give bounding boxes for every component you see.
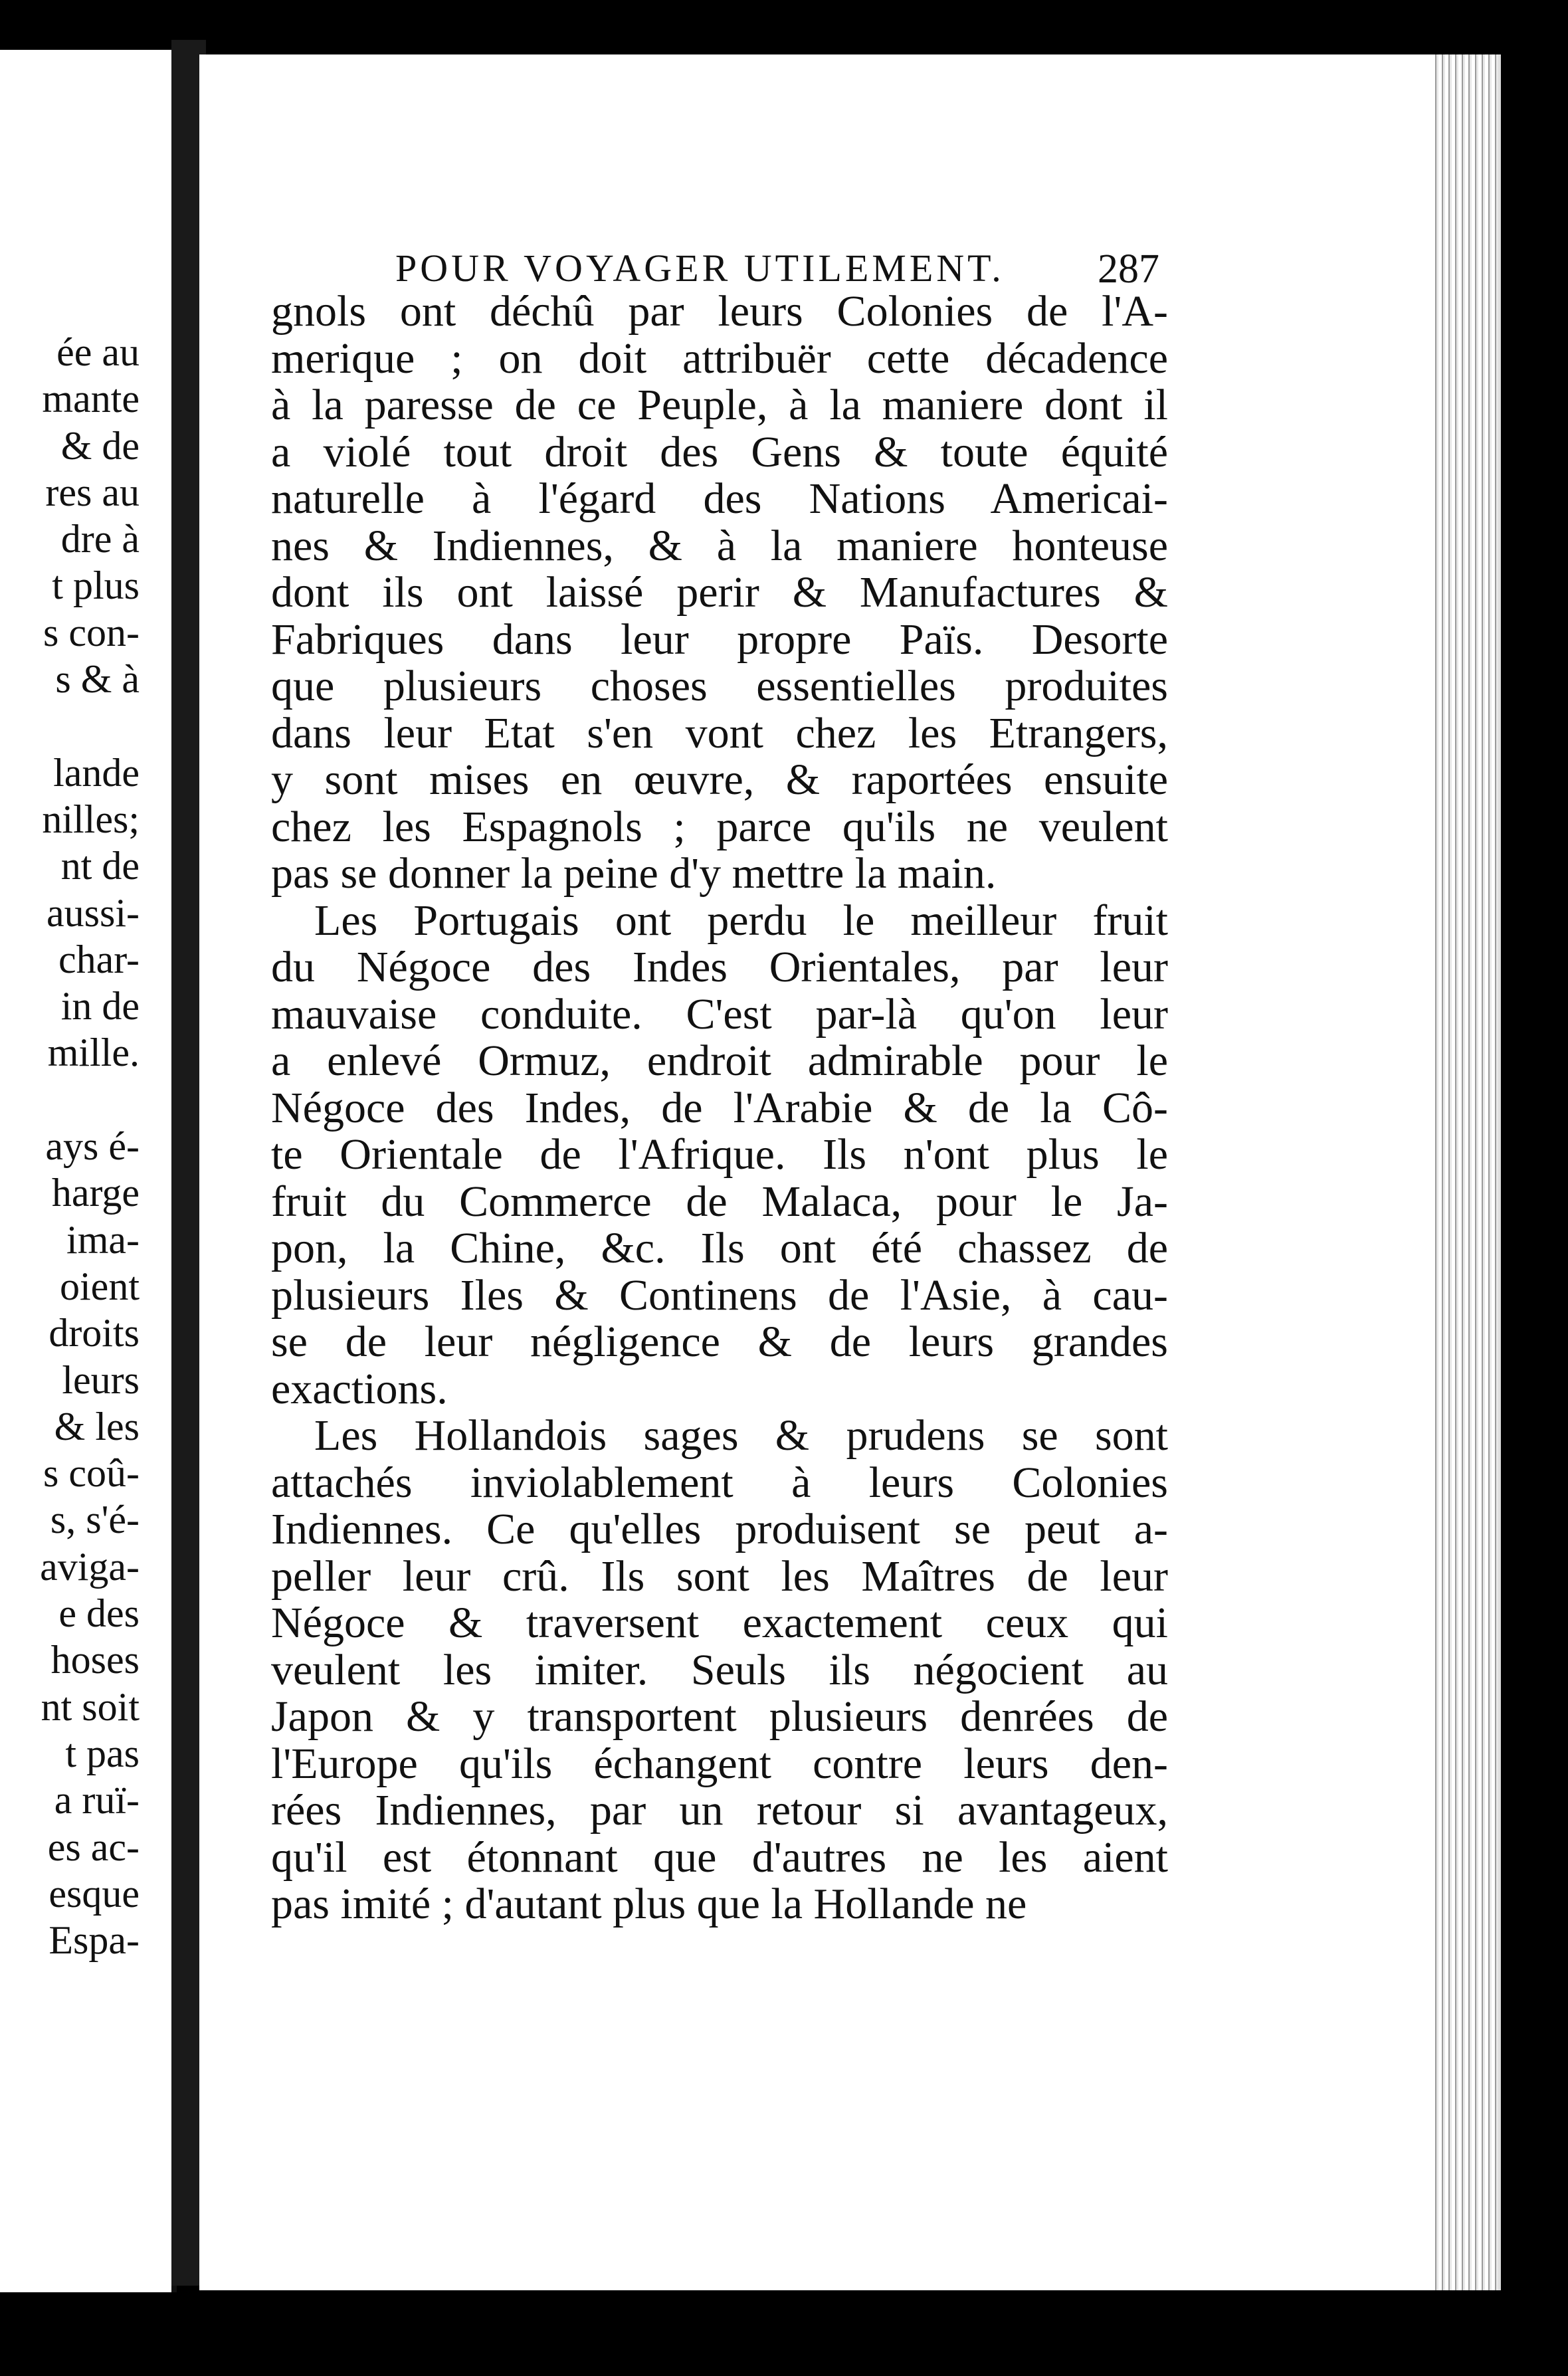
left-page-fragment: ays é- <box>45 1124 140 1169</box>
text-line: Indiennes. Ce qu'elles produisent se peut a- <box>271 1505 1168 1553</box>
left-page-fragment: char- <box>58 937 140 981</box>
left-page-fragment: esque <box>49 1871 140 1916</box>
left-page-fragment: es ac- <box>47 1825 140 1869</box>
text-line: chez les Espagnols ; parce qu'ils ne veulent <box>271 802 1168 851</box>
text-line: peller leur crû. Ils sont les Maîtres de leur <box>271 1551 1168 1601</box>
text-line: veulent les imiter. Seuls ils négocient au <box>271 1645 1168 1694</box>
left-page-fragment: ée au <box>56 330 140 374</box>
text-line: a enlevé Ormuz, endroit admirable pour le <box>271 1037 1168 1085</box>
left-page-fragment: in de <box>60 984 140 1029</box>
page-edges <box>1432 54 1501 2290</box>
left-page-fragment: t pas <box>65 1731 140 1775</box>
text-line: nes & Indiennes, & à la maniere honteuse <box>271 521 1168 570</box>
page-number: 287 <box>1098 247 1159 292</box>
text-line: Japon & y transportent plusieurs denrées de <box>271 1692 1168 1741</box>
left-page-fragment: nilles; <box>42 797 140 841</box>
left-page-text-fragments <box>0 329 140 1963</box>
body-text <box>271 288 1168 1928</box>
left-page-fragment: nt de <box>60 844 140 888</box>
left-page-fragment: oient <box>60 1264 140 1308</box>
text-line: du Négoce des Indes Orientales, par leur <box>271 943 1168 991</box>
left-page-fragment: s coû- <box>43 1451 140 1496</box>
text-line: Les Portugais ont perdu le meilleur fruit <box>314 896 1168 945</box>
text-line: Négoce des Indes, de l'Arabie & de la Cô- <box>271 1083 1168 1132</box>
text-line: dont ils ont laissé perir & Manufactures & <box>271 568 1168 617</box>
left-page-fragment: mante <box>42 377 140 421</box>
left-page-fragment: leurs <box>62 1357 140 1402</box>
text-line: dans leur Etat s'en vont chez les Etrangers, <box>271 708 1168 757</box>
left-page-fragment: a ruï- <box>54 1778 140 1823</box>
text-line: exactions. <box>271 1364 448 1413</box>
left-page-fragment: aviga- <box>40 1544 140 1589</box>
left-facing-page <box>0 50 177 2292</box>
text-line: pas imité ; d'autant plus que la Hollande ne <box>271 1880 1027 1928</box>
left-page-fragment: Espa- <box>49 1918 140 1963</box>
left-page-fragment: hoses <box>50 1638 140 1682</box>
text-line: gnols ont déchû par leurs Colonies de l'A- <box>271 287 1168 336</box>
left-page-fragment: s & à <box>55 657 140 702</box>
paragraph-gap <box>0 702 140 749</box>
text-line: se de leur négligence & de leurs grandes <box>271 1318 1168 1366</box>
left-page-fragment: & de <box>60 423 140 468</box>
text-line: fruit du Commerce de Malaca, pour le Ja- <box>271 1177 1168 1226</box>
text-line: à la paresse de ce Peuple, à la maniere dont il <box>271 381 1168 429</box>
text-line: y sont mises en œuvre, & raportées ensuite <box>271 755 1168 804</box>
left-page-fragment: e des <box>58 1591 140 1636</box>
text-line: a violé tout droit des Gens & toute équité <box>271 427 1168 476</box>
text-line: merique ; on doit attribuër cette décadence <box>271 334 1168 383</box>
left-page-fragment: res au <box>45 470 140 514</box>
left-page-fragment: aussi- <box>47 890 140 935</box>
text-line: naturelle à l'égard des Nations Americai- <box>271 474 1168 523</box>
text-line: l'Europe qu'ils échangent contre leurs den- <box>271 1739 1168 1788</box>
left-page-fragment: & les <box>54 1404 140 1448</box>
left-page-fragment: s, s'é- <box>50 1498 140 1542</box>
left-page-fragment: s con- <box>43 610 140 654</box>
text-line: attachés inviolablement à leurs Colonies <box>271 1458 1168 1507</box>
left-page-fragment: lande <box>53 750 140 795</box>
text-line: Négoce & traversent exactement ceux qui <box>271 1599 1168 1647</box>
left-page-fragment: dre à <box>60 517 140 561</box>
left-page-fragment: nt soit <box>41 1684 140 1729</box>
running-title: POUR VOYAGER UTILEMENT. <box>395 247 1005 290</box>
text-line: Les Hollandois sages & prudens se sont <box>314 1411 1168 1460</box>
left-page-fragment: mille. <box>47 1031 140 1075</box>
left-page-fragment: ima- <box>66 1217 140 1262</box>
text-line: rées Indiennes, par un retour si avantageux, <box>271 1786 1168 1834</box>
left-page-fragment: harge <box>51 1171 140 1215</box>
text-line: pon, la Chine, &c. Ils ont été chassez de <box>271 1224 1168 1272</box>
text-line: mauvaise conduite. C'est par-là qu'on leur <box>271 989 1168 1039</box>
paragraph-gap <box>0 1076 140 1123</box>
text-line: plusieurs Iles & Continens de l'Asie, à cau- <box>271 1270 1168 1320</box>
text-line: qu'il est étonnant que d'autres ne les aient <box>271 1832 1168 1882</box>
left-page-fragment: t plus <box>52 563 140 608</box>
text-line: pas se donner la peine d'y mettre la main. <box>271 849 997 898</box>
text-line: que plusieurs choses essentielles produites <box>271 662 1168 710</box>
text-line: Fabriques dans leur propre Païs. Desorte <box>271 615 1168 664</box>
left-page-fragment: droits <box>49 1311 140 1355</box>
text-line: te Orientale de l'Afrique. Ils n'ont plus le <box>271 1130 1168 1179</box>
